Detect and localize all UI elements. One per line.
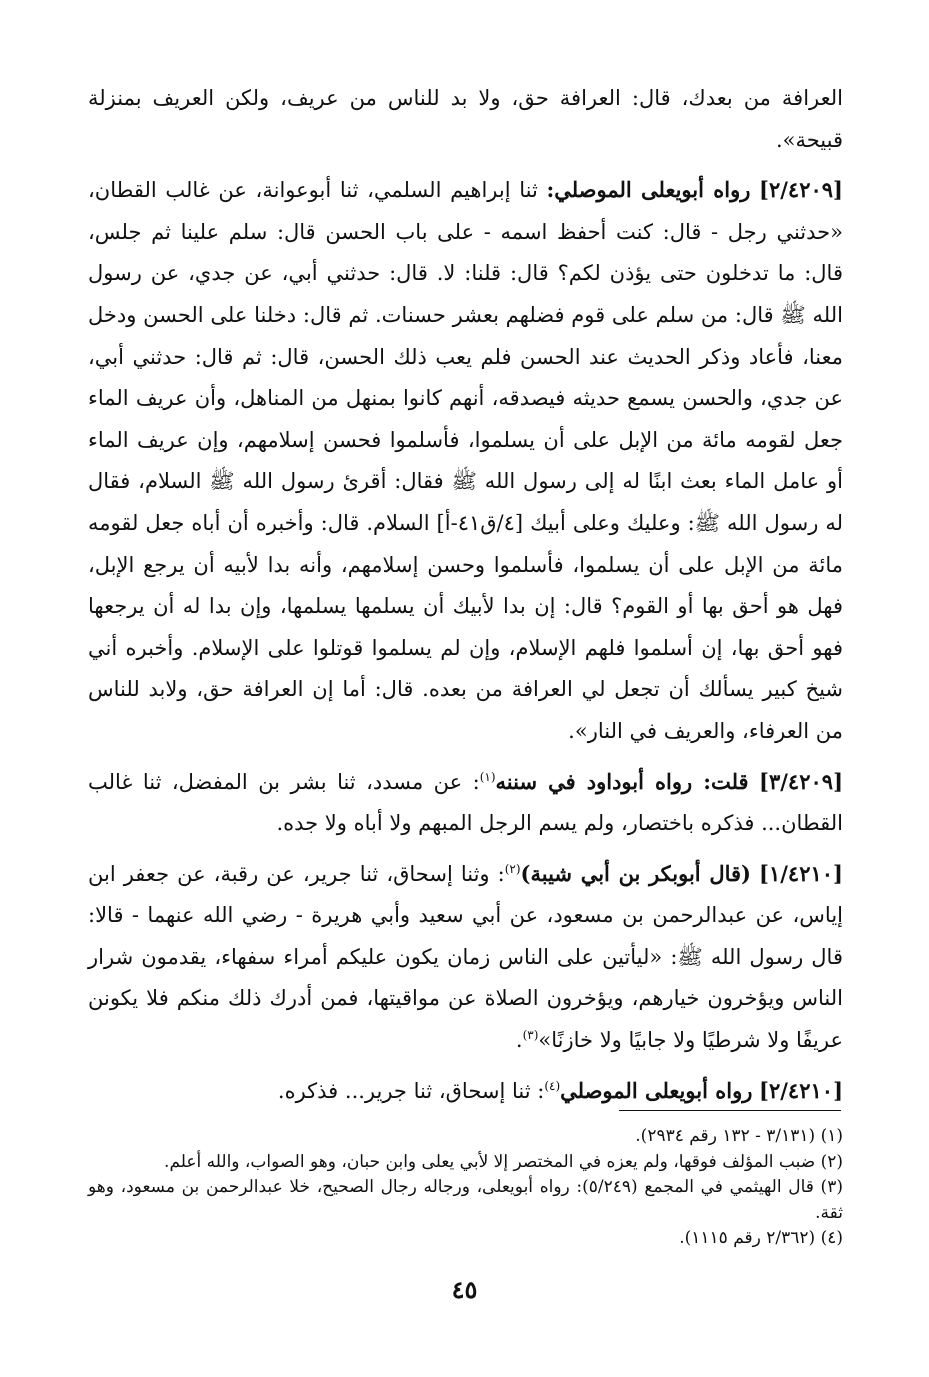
footnote-divider bbox=[619, 1110, 841, 1111]
hadith-number: [١/٤٢١٠] bbox=[759, 860, 843, 886]
footnote: (٣) قال الهيثمي في المجمع (٥/٢٤٩): رواه أبويعلى، ورجاله رجال الصحيح، خلا عبدالرحمن بن مسعود، وهو ثقة. bbox=[88, 1177, 843, 1223]
page-number: ٤٥ bbox=[451, 1275, 478, 1304]
hadith-source: قلت: رواه أبوداود في سننه bbox=[495, 768, 749, 794]
page-body bbox=[88, 78, 843, 1120]
hadith-source: رواه أبويعلى الموصلي: bbox=[546, 177, 751, 203]
hadith-source: رواه أبويعلى الموصلي bbox=[560, 1077, 753, 1103]
hadith-source: (قال أبوبكر بن أبي شيبة) bbox=[520, 860, 751, 886]
hadith-text: : وثنا إسحاق، ثنا جرير، عن رقبة، عن جعفر ابن إياس، عن عبدالرحمن بن مسعود، عن أبي سعيد وأبي هريرة - رضي الله عنهما - قالا: قال رسول الله ﷺ: «ليأتين على الناس زمان يكون عليكم أمراء سفهاء، يقدمون شرار الناس ويؤخرون خيارهم، ويؤخرون الصلاة عن مواقيتها، فمن أدرك ذلك منكم فلا يكونن عريفًا ولا شرطيًا ولا جابيًا ولا خازنًا» bbox=[88, 861, 844, 1053]
footnote: (٤) (٢/٣٦٢ رقم ١١١٥). bbox=[679, 1228, 843, 1248]
hadith-text-end: . bbox=[515, 1028, 523, 1053]
hadith-entry bbox=[88, 761, 843, 845]
paragraph-text: العرافة من بعدك، قال: العرافة حق، ولا بد للناس من عريف، ولكن العريف بمنزلة قبيحة». bbox=[88, 86, 843, 152]
footnotes bbox=[88, 1124, 843, 1252]
hadith-text: ثنا إبراهيم السلمي، ثنا أبوعوانة، عن غالب القطان، «حدثني رجل - قال: كنت أحفظ اسمه - على باب الحسن قال: سلم علينا ثم جلس، قال: ما تدخلون حتى يؤذن لكم؟ قال: قلنا: لا. قال: حدثني أبي، عن جدي، عن رسول الله ﷺ قال: من سلم على قوم فضلهم بعشر حسنات. ثم قال: دخلنا على الحسن ودخل معنا، فأعاد وذكر الحديث عند الحسن فلم يعب ذلك الحسن، قال: ثم قال: حدثني أبي، عن جدي، والحسن يسمع حديثه فيصدقه، أنهم كانوا بمنهل من المناهل، وأن عريف الماء جعل لقومه مائة من الإبل على أن يسلموا، فأسلموا فحسن إسلامهم، وإن عريف الماء أو عامل الماء بعث ابنًا له إلى رسول الله ﷺ فقال: أقرئ رسول الله ﷺ السلام، فقال له رسول الله ﷺ: وعليك وعلى أبيك [٤/ق٤١-أ] السلام. قال: وأخبره أن أباه جعل لقومه مائة من الإبل على أن يسلموا، فأسلموا وحسن إسلامهم، وأنه بدا لأبيه أن يرجع الإبل، فهل هو أحق بها أو القوم؟ قال: إن بدا لأبيك أن يسلمها يسلمها، وإن بدا له أن يرجعها فهو أحق بها، إن أسلموا فلهم الإسلام، وإن لم يسلموا قوتلوا على الإسلام. وأخبره أني شيخ كبير يسألك أن تجعل لي العرافة من بعده. قال: أما إن العرافة حق، ولابد للناس من العرفاء، والعريف في النار». bbox=[88, 178, 843, 743]
paragraph-continuation bbox=[88, 78, 843, 161]
footnote: (٢) ضبب المؤلف فوقها، ولم يعزه في المختصر إلا لأبي يعلى وابن حبان، وهو الصواب، والله أعلم. bbox=[164, 1151, 843, 1172]
footnote: (١) (٣/١٣١ - ١٣٢ رقم ٢٩٣٤). bbox=[635, 1126, 843, 1146]
hadith-number: [٢/٤٢١٠] bbox=[759, 1077, 843, 1103]
footnote-marker[interactable]: (٣) bbox=[522, 1028, 539, 1043]
hadith-text: : عن مسدد، ثنا بشر بن المفضل، ثنا غالب القطان... فذكره باختصار، ولم يسم الرجل المبهم ولا أباه ولا جده. bbox=[88, 769, 843, 836]
hadith-entry bbox=[88, 853, 843, 1062]
hadith-text: : ثنا إسحاق، ثنا جرير... فذكره. bbox=[277, 1078, 545, 1103]
footnote-marker[interactable]: (٢) bbox=[504, 861, 521, 876]
footnote-marker[interactable]: (١) bbox=[479, 769, 496, 784]
hadith-number: [٣/٤٢٠٩] bbox=[759, 768, 843, 794]
hadith-entry bbox=[88, 169, 843, 752]
hadith-number: [٢/٤٢٠٩] bbox=[759, 177, 843, 203]
hadith-entry bbox=[88, 1070, 843, 1113]
footnote-marker[interactable]: (٤) bbox=[544, 1078, 561, 1093]
